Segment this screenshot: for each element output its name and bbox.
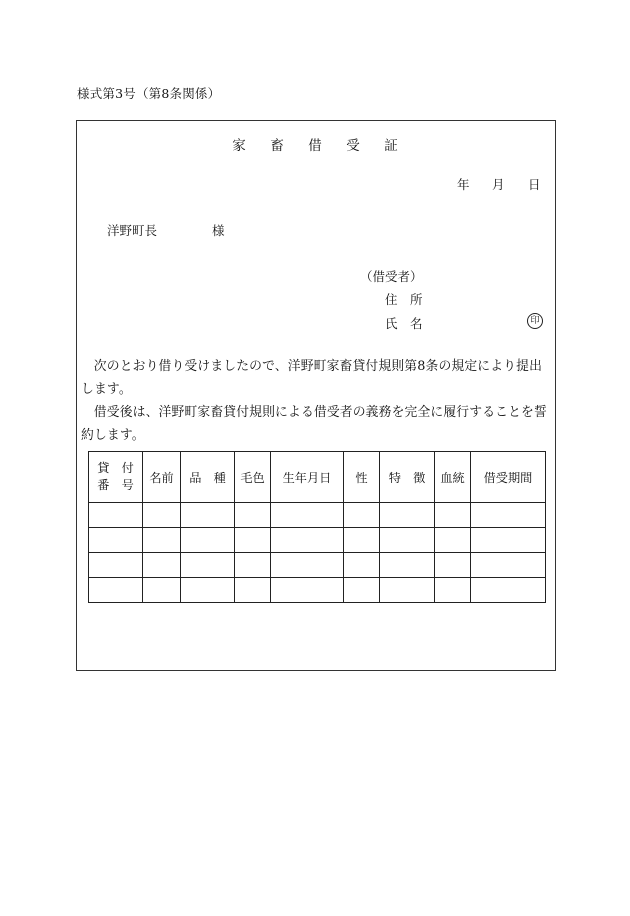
date-year-label: 年 (457, 177, 470, 192)
table-row (89, 578, 546, 603)
column-header: 名前 (143, 452, 181, 503)
title-char: 証 (384, 138, 398, 154)
date-day-label: 日 (528, 177, 541, 192)
table-cell[interactable] (435, 553, 471, 578)
table-cell[interactable] (89, 553, 143, 578)
table-cell[interactable] (143, 578, 181, 603)
table-cell[interactable] (380, 553, 435, 578)
livestock-table (88, 451, 546, 603)
table-cell[interactable] (344, 553, 380, 578)
table-cell[interactable] (380, 503, 435, 528)
table-cell[interactable] (271, 578, 344, 603)
column-header-line: 貸 付 (97, 461, 134, 475)
table-row (89, 553, 546, 578)
table-cell[interactable] (271, 528, 344, 553)
table-cell[interactable] (471, 528, 546, 553)
column-header: 特 徴 (380, 452, 435, 503)
table-row (89, 503, 546, 528)
column-header (89, 452, 143, 503)
table-cell[interactable] (344, 578, 380, 603)
table-cell[interactable] (235, 578, 271, 603)
form-number: 様式第3号（第8条関係） (77, 86, 221, 101)
column-header: 血統 (435, 452, 471, 503)
table-cell[interactable] (344, 503, 380, 528)
table-cell[interactable] (181, 528, 235, 553)
table-cell[interactable] (235, 528, 271, 553)
table-cell[interactable] (435, 578, 471, 603)
column-header: 借受期間 (471, 452, 546, 503)
table-cell[interactable] (271, 503, 344, 528)
table-cell[interactable] (471, 578, 546, 603)
title-char: 借 (308, 138, 322, 154)
column-header-line: 番 号 (97, 478, 134, 492)
table-cell[interactable] (235, 503, 271, 528)
table-cell[interactable] (471, 503, 546, 528)
column-header: 品 種 (181, 452, 235, 503)
column-header: 性 (344, 452, 380, 503)
body-paragraph: 借受後は、洋野町家畜貸付規則による借受者の義務を完全に履行することを誓約します。 (81, 405, 547, 443)
table-cell[interactable] (235, 553, 271, 578)
table-cell[interactable] (89, 578, 143, 603)
table-cell[interactable] (435, 503, 471, 528)
body-paragraph: 次のとおり借り受けましたので、洋野町家畜貸付規則第8条の規定により提出します。 (81, 359, 543, 397)
date-month-label: 月 (492, 177, 505, 192)
title-char: 受 (346, 138, 360, 154)
column-header: 生年月日 (271, 452, 344, 503)
table-cell[interactable] (181, 503, 235, 528)
addressee-name: 洋野町長 (107, 223, 158, 238)
table-cell[interactable] (89, 528, 143, 553)
table-cell[interactable] (181, 578, 235, 603)
table-cell[interactable] (344, 528, 380, 553)
table-cell[interactable] (181, 553, 235, 578)
table-header-row (89, 452, 546, 503)
table-cell[interactable] (471, 553, 546, 578)
borrower-heading: （借受者） (360, 269, 423, 284)
seal-mark: 印 (527, 313, 543, 329)
table-cell[interactable] (143, 528, 181, 553)
table-cell[interactable] (143, 503, 181, 528)
table-body (89, 503, 546, 603)
borrower-name-label: 氏 名 (385, 316, 423, 331)
table-cell[interactable] (380, 578, 435, 603)
table-cell[interactable] (380, 528, 435, 553)
table-cell[interactable] (143, 553, 181, 578)
column-header: 毛色 (235, 452, 271, 503)
borrower-address-label: 住 所 (385, 292, 423, 307)
title-char: 家 (232, 138, 246, 154)
table-row (89, 528, 546, 553)
table-cell[interactable] (435, 528, 471, 553)
addressee-honorific: 様 (212, 223, 225, 238)
body-text (81, 355, 551, 447)
title-char: 畜 (270, 138, 284, 154)
table-cell[interactable] (271, 553, 344, 578)
table-cell[interactable] (89, 503, 143, 528)
form-title (0, 134, 630, 154)
